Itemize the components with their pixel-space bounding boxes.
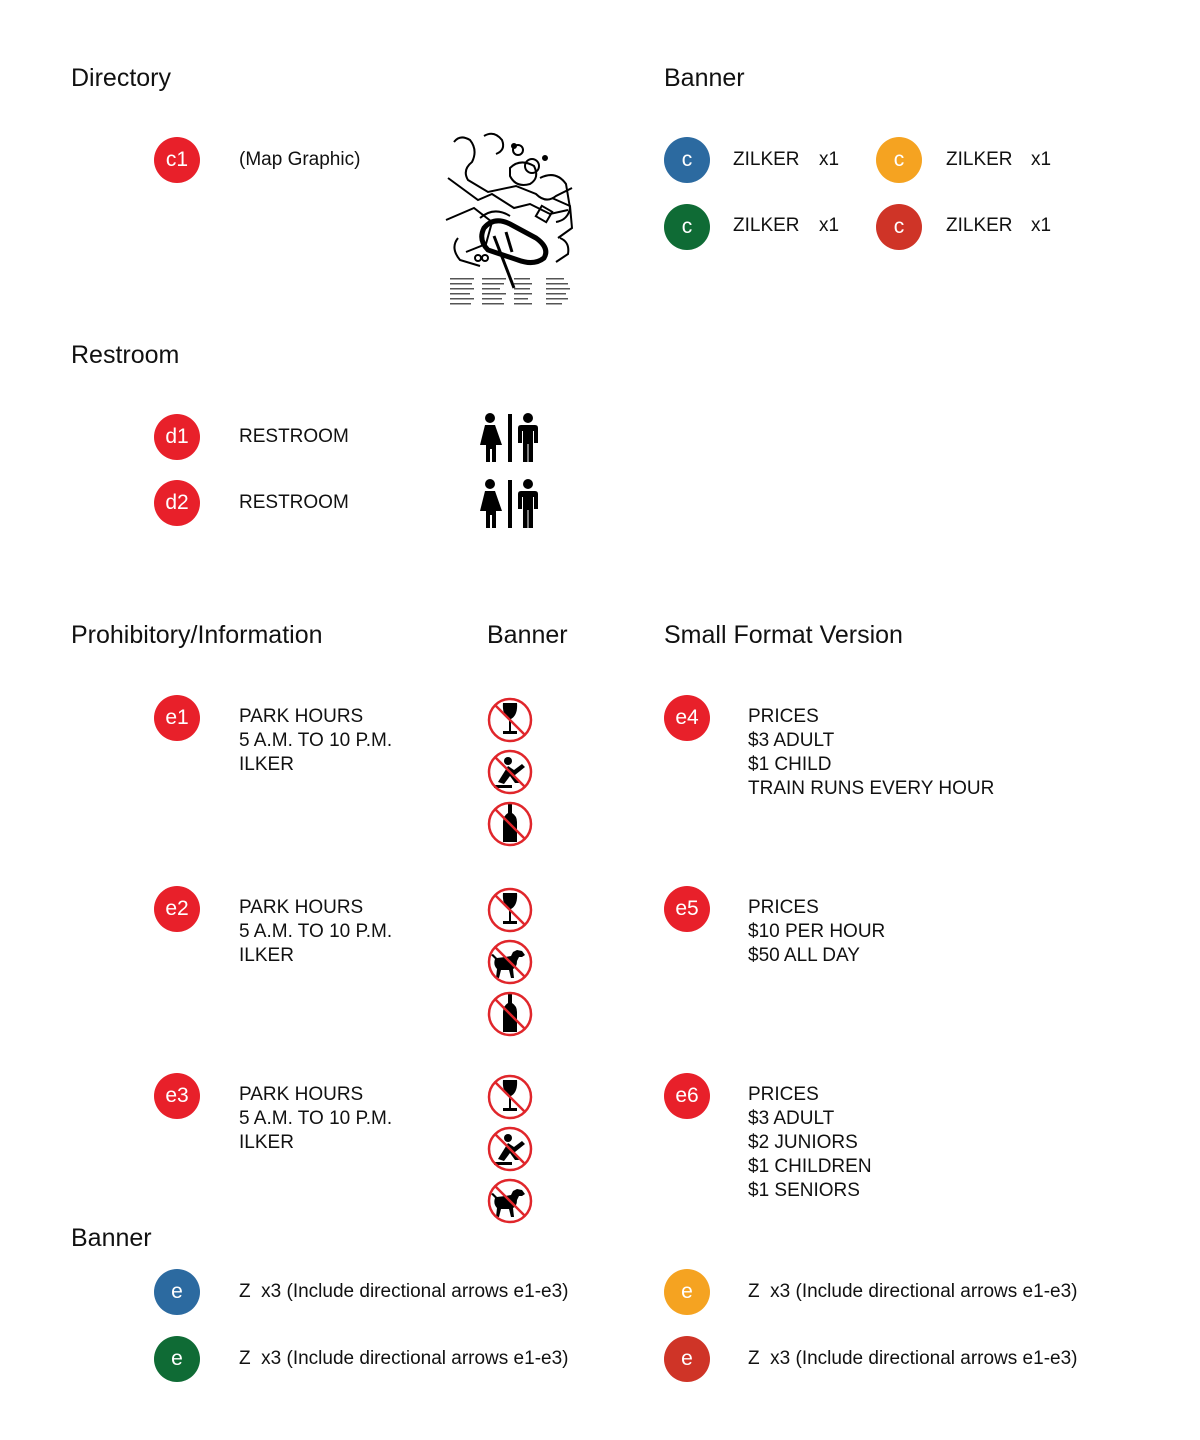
text-line: ILKER bbox=[239, 1132, 294, 1153]
restroom-icon bbox=[476, 478, 544, 535]
prices-text bbox=[748, 896, 885, 968]
prohibitory-banner-heading: Banner bbox=[487, 621, 568, 649]
no-glass-icon bbox=[486, 1073, 534, 1121]
park-hours-text bbox=[239, 896, 392, 968]
prices-text bbox=[748, 1083, 872, 1203]
no-dog-icon bbox=[486, 938, 534, 986]
banner-bottom-badge-dark-red: e bbox=[664, 1336, 710, 1382]
banner-top-badge-dark-red: c bbox=[876, 204, 922, 250]
banner-bottom-label: Z x3 (Include directional arrows e1-e3) bbox=[748, 1348, 1078, 1369]
text-line: $10 PER HOUR bbox=[748, 921, 886, 942]
text-line: 5 A.M. TO 10 P.M. bbox=[239, 1108, 393, 1129]
badge-e3: e3 bbox=[154, 1073, 200, 1119]
text-line: $1 CHILDREN bbox=[748, 1156, 872, 1177]
text-line: PRICES bbox=[748, 706, 819, 727]
text-line: $50 ALL DAY bbox=[748, 945, 860, 966]
text-line: $3 ADULT bbox=[748, 1108, 835, 1129]
banner-top-label: ZILKER bbox=[946, 149, 1013, 170]
banner-top-badge-blue: c bbox=[664, 137, 710, 183]
restroom-label: RESTROOM bbox=[239, 426, 349, 447]
banner-top-qty: x1 bbox=[1031, 149, 1052, 170]
no-glass-icon bbox=[486, 696, 534, 744]
small-format-heading: Small Format Version bbox=[664, 621, 903, 649]
banner-top-badge-green: c bbox=[664, 204, 710, 250]
restroom-icon bbox=[476, 412, 544, 469]
text-line: PRICES bbox=[748, 1084, 819, 1105]
text-line: 5 A.M. TO 10 P.M. bbox=[239, 921, 393, 942]
restroom-heading: Restroom bbox=[71, 341, 180, 369]
badge-e6: e6 bbox=[664, 1073, 710, 1119]
no-skateboard-icon bbox=[486, 1125, 534, 1173]
banner-top-qty: x1 bbox=[1031, 215, 1052, 236]
banner-top-qty: x1 bbox=[819, 149, 840, 170]
text-line: TRAIN RUNS EVERY HOUR bbox=[748, 778, 995, 799]
badge-d2: d2 bbox=[154, 480, 200, 526]
text-line: $1 CHILD bbox=[748, 754, 832, 775]
banner-top-badge-orange: c bbox=[876, 137, 922, 183]
badge-e2: e2 bbox=[154, 886, 200, 932]
no-bottle-icon bbox=[486, 800, 534, 848]
banner-bottom-badge-green: e bbox=[154, 1336, 200, 1382]
no-dog-icon bbox=[486, 1177, 534, 1225]
badge-d1: d1 bbox=[154, 414, 200, 460]
badge-e5: e5 bbox=[664, 886, 710, 932]
text-line: PARK HOURS bbox=[239, 897, 364, 918]
badge-c1: c1 bbox=[154, 137, 200, 183]
restroom-label: RESTROOM bbox=[239, 492, 349, 513]
no-bottle-icon bbox=[486, 990, 534, 1038]
banner-top-label: ZILKER bbox=[733, 215, 800, 236]
text-line: PRICES bbox=[748, 897, 819, 918]
banner-top-heading: Banner bbox=[664, 64, 745, 92]
banner-bottom-label: Z x3 (Include directional arrows e1-e3) bbox=[239, 1348, 569, 1369]
map-graphic-icon bbox=[440, 128, 585, 318]
no-skateboard-icon bbox=[486, 748, 534, 796]
no-glass-icon bbox=[486, 886, 534, 934]
map-graphic-label: (Map Graphic) bbox=[239, 149, 361, 170]
directory-heading: Directory bbox=[71, 64, 172, 92]
banner-bottom-label: Z x3 (Include directional arrows e1-e3) bbox=[748, 1281, 1078, 1302]
badge-e4: e4 bbox=[664, 695, 710, 741]
text-line: ILKER bbox=[239, 945, 294, 966]
banner-top-qty: x1 bbox=[819, 215, 840, 236]
banner-bottom-badge-orange: e bbox=[664, 1269, 710, 1315]
text-line: PARK HOURS bbox=[239, 706, 364, 727]
text-line: $2 JUNIORS bbox=[748, 1132, 858, 1153]
text-line: PARK HOURS bbox=[239, 1084, 364, 1105]
prohibitory-heading: Prohibitory/Information bbox=[71, 621, 323, 649]
park-hours-text bbox=[239, 1083, 392, 1155]
banner-bottom-label: Z x3 (Include directional arrows e1-e3) bbox=[239, 1281, 569, 1302]
prices-text bbox=[748, 705, 994, 801]
text-line: $1 SENIORS bbox=[748, 1180, 860, 1201]
text-line: $3 ADULT bbox=[748, 730, 835, 751]
text-line: 5 A.M. TO 10 P.M. bbox=[239, 730, 393, 751]
banner-top-label: ZILKER bbox=[946, 215, 1013, 236]
badge-e1: e1 bbox=[154, 695, 200, 741]
banner-top-label: ZILKER bbox=[733, 149, 800, 170]
text-line: ILKER bbox=[239, 754, 294, 775]
park-hours-text bbox=[239, 705, 392, 777]
banner-bottom-badge-blue: e bbox=[154, 1269, 200, 1315]
banner-bottom-heading: Banner bbox=[71, 1224, 152, 1252]
